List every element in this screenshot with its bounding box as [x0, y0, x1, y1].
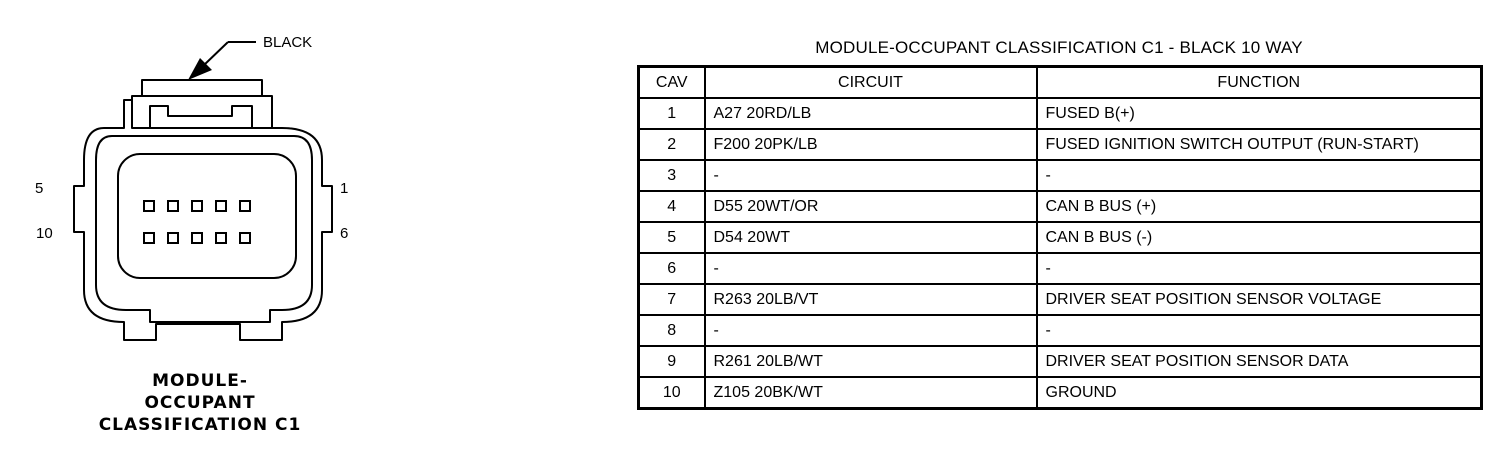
cav-cell: 1 [639, 98, 705, 129]
connector-mating-face [118, 154, 296, 278]
circuit-cell: - [705, 160, 1037, 191]
color-callout [188, 34, 312, 80]
connector-latch [142, 80, 262, 96]
cav-cell: 4 [639, 191, 705, 222]
table-row [639, 346, 1482, 377]
function-cell: FUSED IGNITION SWITCH OUTPUT (RUN-START) [1037, 129, 1482, 160]
cavity [168, 233, 178, 243]
table-row [639, 98, 1482, 129]
table-row [639, 129, 1482, 160]
table-row [639, 191, 1482, 222]
cavity [168, 201, 178, 211]
cav-cell: 9 [639, 346, 705, 377]
cav-cell: 7 [639, 284, 705, 315]
circuit-cell: D54 20WT [705, 222, 1037, 253]
function-cell: CAN B BUS (-) [1037, 222, 1482, 253]
table-row [639, 222, 1482, 253]
caption-line: OCCUPANT [144, 393, 256, 413]
cavity [144, 233, 154, 243]
circuit-cell: R263 20LB/VT [705, 284, 1037, 315]
pinout-table [637, 65, 1483, 410]
function-cell: - [1037, 253, 1482, 284]
cav-cell: 3 [639, 160, 705, 191]
function-cell: - [1037, 315, 1482, 346]
pin-label-top-right: 1 [340, 180, 349, 197]
cavity [192, 233, 202, 243]
cavity [240, 201, 250, 211]
pin-label-bottom-left: 10 [36, 225, 53, 242]
table-header-row [639, 67, 1482, 99]
table-row [639, 377, 1482, 409]
cav-cell: 10 [639, 377, 705, 409]
table-title: MODULE-OCCUPANT CLASSIFICATION C1 - BLACK 10 WAY [815, 38, 1303, 57]
caption-line: CLASSIFICATION C1 [98, 415, 302, 435]
function-cell: DRIVER SEAT POSITION SENSOR VOLTAGE [1037, 284, 1482, 315]
caption-line: MODULE- [152, 371, 248, 391]
circuit-cell: - [705, 315, 1037, 346]
function-cell: FUSED B(+) [1037, 98, 1482, 129]
circuit-cell: R261 20LB/WT [705, 346, 1037, 377]
circuit-cell: - [705, 253, 1037, 284]
function-cell: - [1037, 160, 1482, 191]
function-cell: CAN B BUS (+) [1037, 191, 1482, 222]
table-row [639, 284, 1482, 315]
connector-caption [60, 370, 340, 436]
pin-label-bottom-right: 6 [340, 225, 349, 242]
cav-cell: 6 [639, 253, 705, 284]
header-cav: CAV [639, 67, 705, 99]
function-cell: GROUND [1037, 377, 1482, 409]
cavity [144, 201, 154, 211]
cav-cell: 8 [639, 315, 705, 346]
circuit-cell: Z105 20BK/WT [705, 377, 1037, 409]
cav-cell: 2 [639, 129, 705, 160]
circuit-cell: F200 20PK/LB [705, 129, 1037, 160]
circuit-cell: A27 20RD/LB [705, 98, 1037, 129]
header-circuit: CIRCUIT [705, 67, 1037, 99]
pin-label-top-left: 5 [35, 180, 44, 197]
table-row [639, 253, 1482, 284]
cavity [192, 201, 202, 211]
color-callout-label: BLACK [263, 34, 313, 51]
function-cell: DRIVER SEAT POSITION SENSOR DATA [1037, 346, 1482, 377]
table-row [639, 315, 1482, 346]
cavity [240, 233, 250, 243]
cavity [216, 201, 226, 211]
table-row [639, 160, 1482, 191]
circuit-cell: D55 20WT/OR [705, 191, 1037, 222]
header-function: FUNCTION [1037, 67, 1482, 99]
cavity [216, 233, 226, 243]
cav-cell: 5 [639, 222, 705, 253]
connector-inner-shell [96, 136, 312, 322]
